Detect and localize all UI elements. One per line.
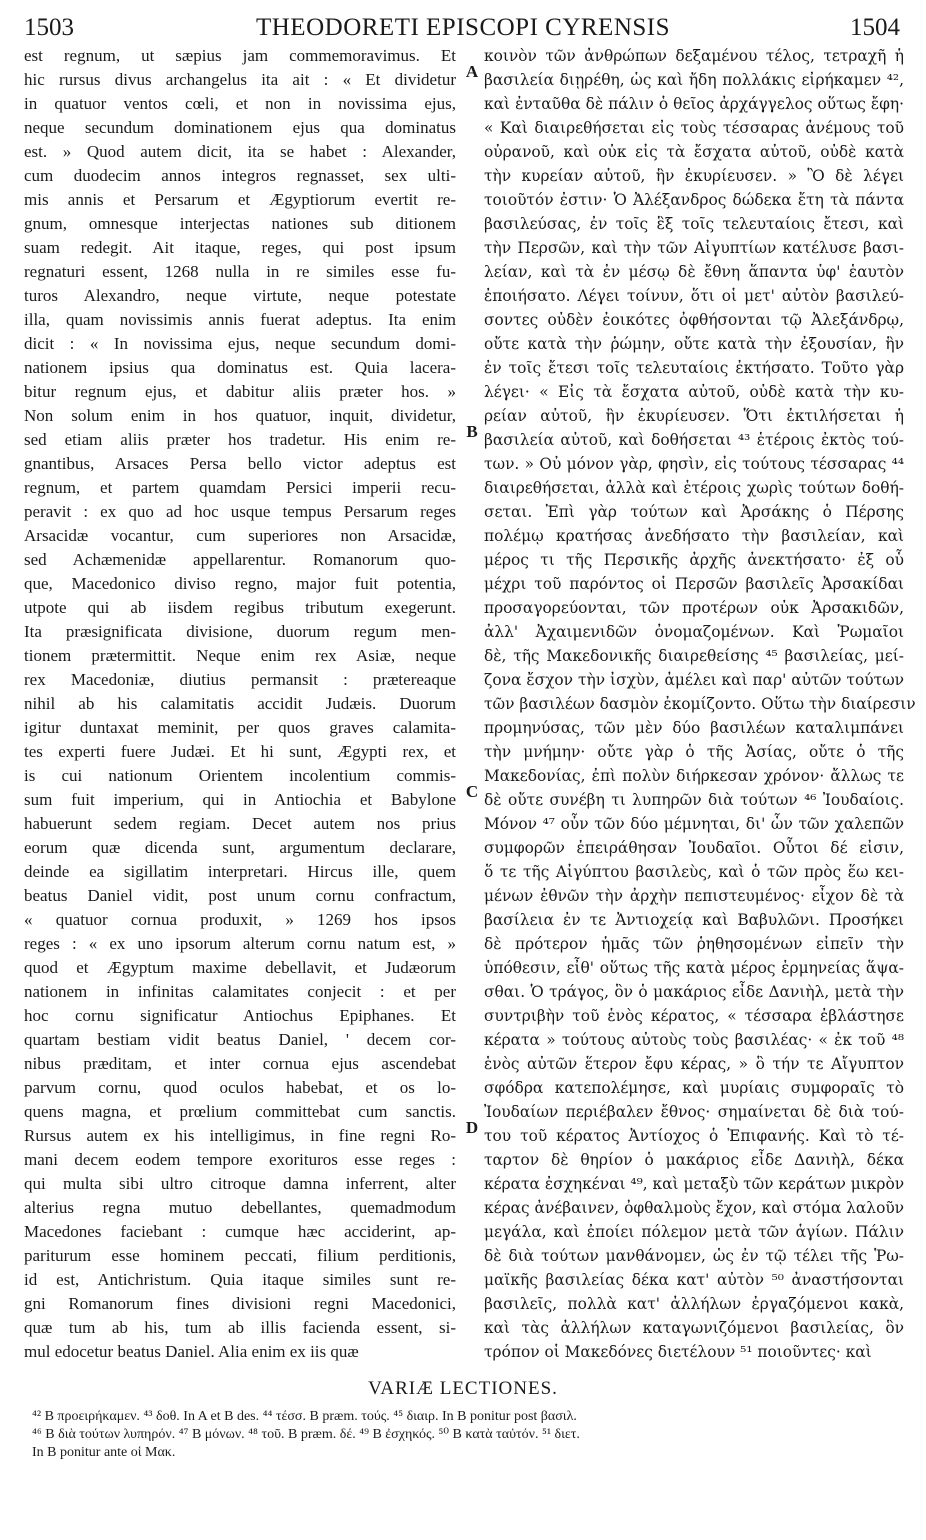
greek-text-line: κοινὸν τῶν ἀνθρώπων δεξαμένου τέλος, τετραχῆ ἡ — [484, 47, 904, 65]
latin-text-line: beatus Daniel vidit, post unum cornu confractum, — [24, 886, 456, 905]
latin-text-line: est. » Quod autem dicit, ita se habet : Alexander, — [24, 142, 456, 161]
latin-text-line: gnantibus, Arsaces Persa bello victor adeptus est — [24, 454, 456, 473]
greek-text-line: ταρτον δὲ θηρίον ὁ μακάριος εἶδε Δανιὴλ, δέκα — [484, 1151, 904, 1169]
latin-text-line: is cui nationum Orientem incolentium commis- — [24, 766, 456, 785]
latin-text-line: Non solum enim in hos quatuor, inquit, dividetur, — [24, 406, 456, 425]
latin-text-line: nationem in infinitas calamitates conjecit : et per — [24, 982, 456, 1001]
greek-text-line: δὲ πρότερον ἡμᾶς τῶν ῥηθησομένων εἰπεῖν τὴν — [484, 935, 904, 953]
latin-text-line: igitur duntaxat meminit, per quos graves calamita- — [24, 718, 456, 737]
latin-text-line: reges : « ex uno ipsorum alterum cornu natum est, » — [24, 934, 456, 953]
latin-text-line: qui multa sibi ultro citroque damna inferrent, alter — [24, 1174, 456, 1193]
latin-text-line: bitur regnum ejus, et dabitur aliis præter hos. » — [24, 382, 456, 401]
latin-text-line: gni Romanorum fines divisioni regni Macedonici, — [24, 1294, 456, 1313]
greek-text-line: Ἰουδαίων περιέβαλεν ἔθνος· σημαίνεται δὲ διὰ τού- — [484, 1103, 904, 1121]
greek-text-line: ἀλλ' Ἀχαιμενιδῶν ὀνομαζομένων. Καὶ Ῥωμαῖοι — [484, 623, 904, 641]
latin-text-line: rex Macedoniæ, diutius permansit : prætereaque — [24, 670, 456, 689]
latin-text-line: alterius regna mutuo debellantes, quemadmodum — [24, 1198, 456, 1217]
greek-text-line: ἐν τοῖς ἔτεσι τοῖς τελευταίοις ἐκτήσατο. Τοῦτο γὰρ — [484, 359, 904, 377]
greek-text-line: βασιλεία αὐτοῦ, καὶ δοθήσεται ⁴³ ἑτέροις ἐκτὸς τού- — [484, 431, 904, 449]
variae-line: ⁴² B προειρήκαμεν. ⁴³ δοθ. In A et B des. ⁴⁴ τέσσ. B præm. τούς. ⁴⁵ διαιρ. In B ponitur post βασιλ. — [32, 1409, 577, 1424]
variae-line: ⁴⁶ B διὰ τούτων λυπηρόν. ⁴⁷ B μόνων. ⁴⁸ τοῦ. B præm. δέ. ⁴⁹ B ἐσχηκός. ⁵⁰ B κατὰ ταὐτόν. ⁵¹ διετ. — [32, 1427, 580, 1442]
latin-text-line: quod et Ægyptum maxime debellavit, et Judæorum — [24, 958, 456, 977]
greek-text-line: σθαι. Ὁ τράγος, ὃν ὁ μακάριος εἶδε Δανιὴλ, μετὰ τὴν — [484, 983, 904, 1001]
latin-text-line: illa, quam novissimis annis fuerat adeptus. Ita enim — [24, 310, 456, 329]
greek-text-line: τὴν κυρείαν αὐτοῦ, ἣν ἐκυρίευσεν. » Ὃ δὲ λέγει — [484, 167, 904, 185]
latin-text-line: parvum cornu, quod oculos habebat, et os lo- — [24, 1078, 456, 1097]
greek-text-line: μαϊκῆς βασιλείας δέκα κατ' αὐτὸν ⁵⁰ ἀναστήσονται — [484, 1271, 904, 1289]
greek-text-line: προσαγορεύονται, τῶν προτέρων οὐκ Ἀρσακιδῶν, — [484, 599, 904, 617]
latin-text-line: peravit : ex quo ad hoc usque tempus Persarum reges — [24, 502, 456, 521]
margin-mark-a: A — [465, 62, 479, 81]
latin-text-line: turos Alexandro, neque virtute, neque potestate — [24, 286, 456, 305]
latin-text-line: mul edocetur beatus Daniel. Alia enim ex iis quæ — [24, 1342, 359, 1361]
latin-text-line: hic rursus divus archangelus ita ait : « Et dividetur — [24, 70, 456, 89]
greek-text-line: καὶ ἐνταῦθα δὲ πάλιν ὁ θεῖος ἀρχάγγελος οὕτως ἔφη· — [484, 95, 904, 113]
latin-text-line: nihil ab his calamitatis accidit Judæis. Duorum — [24, 694, 456, 713]
greek-text-line: οὔτε κατὰ τὴν ῥώμην, οὔτε κατὰ τὴν ἐξουσίαν, ἣν — [484, 335, 904, 353]
greek-text-line: Μακεδονίας, ἐπὶ πολὺν διήρκεσαν χρόνον· ἄλλως τε — [484, 767, 904, 785]
latin-text-line: eorum quæ dicenda sunt, argumentum declarare, — [24, 838, 456, 857]
greek-text-line: βασιλεύσας, ἐν τοῖς ἓξ τοῖς τελευταίοις ἔτεσι, καὶ — [484, 215, 904, 233]
greek-text-line: βασίλεια ἐν τε Ἀντιοχείᾳ καὶ Βαβυλῶνι. Προσήκει — [484, 911, 904, 929]
latin-text-line: regnaturi essent, 1268 nulla in re similes esse fu- — [24, 262, 456, 281]
latin-text-line: tionem prætermittit. Neque enim rex Asiæ, neque — [24, 646, 456, 665]
latin-text-line: tes experti fuere Judæi. Et hi sunt, Ægypti rex, et — [24, 742, 456, 761]
latin-text-line: est regnum, ut sæpius jam commemoravimus. Et — [24, 46, 456, 65]
greek-text-line: πολέμῳ κρατήσας ἀνεδήσατο τὴν βασιλείαν, καὶ — [484, 527, 904, 545]
greek-text-line: μένων ἐθνῶν τὴν ἀρχὴν πεπιστευμένος· εἶχον δὲ τὰ — [484, 887, 904, 905]
greek-text-line: οὐρανοῦ, καὶ οὐκ εἰς τὰ ἔσχατα αὐτοῦ, οὐδὲ κατὰ — [484, 143, 904, 161]
latin-text-line: gnum, omnesque interjectas nationes sub ditionem — [24, 214, 456, 233]
greek-text-line: κέρατα ἐσχηκέναι ⁴⁹, καὶ μεταξὺ τῶν κεράτων μικρὸν — [484, 1175, 905, 1193]
greek-text-line: ὅ τε τῆς Αἰγύπτου βασιλεὺς, καὶ ὁ τῶν πρὸς ἕω κει- — [484, 863, 904, 881]
latin-text-line: Rursus autem ex his intelligimus, in fine regni Ro- — [24, 1126, 456, 1145]
greek-text-line: βασιλεία διῃρέθη, ὡς καὶ ἤδη πολλάκις εἰρήκαμεν ⁴², — [484, 71, 904, 89]
greek-text-line: κέρας ἀνέβαινεν, ὀφθαλμοὺς ἔχον, καὶ στόμα λαλοῦν — [484, 1199, 905, 1217]
greek-text-line: « Καὶ διαιρεθήσεται εἰς τοὺς τέσσαρας ἀνέμους τοῦ — [484, 119, 904, 137]
latin-text-line: pariturum esse hominem peccati, filium perditionis, — [24, 1246, 456, 1265]
variae-line: In B ponitur ante οἱ Μακ. — [32, 1445, 176, 1460]
right-page-number: 1504 — [850, 14, 900, 41]
greek-text-line: Μόνον ⁴⁷ οὖν τῶν δύο μέμνηται, δι' ὧν τῶν χαλεπῶν — [484, 815, 904, 833]
latin-text-line: regnum, et partem quamdam Persici imperii recu- — [24, 478, 456, 497]
latin-text-line: neque secundum dominationem ejus qua dominatus — [24, 118, 456, 137]
greek-text-line: μέρος τι τῆς Περσικῆς ἀρχῆς ἀνεκτήσατο· ἐξ οὗ — [484, 551, 904, 569]
latin-text-line: utpote qui ab iisdem regibus tributum exegerunt. — [24, 598, 456, 617]
greek-text-line: ἑνὸς αὐτῶν ἕτερον ἔφυ κέρας, » ὃ τήν τε Αἴγυπτον — [484, 1055, 904, 1073]
latin-column — [24, 44, 456, 1364]
greek-text-line: καὶ τὰς ἀλλήλων καταγωνιζόμενοι βασιλείας, ὃν — [484, 1319, 904, 1337]
greek-text-line: ἐποιήσατο. Λέγει τοίνυν, ὅτι οἱ μετ' αὐτὸν βασιλεύ- — [484, 287, 904, 305]
latin-text-line: habuerunt sedem regiam. Decet autem nos prius — [24, 814, 456, 833]
greek-text-line: τρόπον οἱ Μακεδόνες διετέλουν ⁵¹ ποιοῦντες· καὶ — [484, 1343, 872, 1361]
greek-text-line: λείαν, καὶ τὰ ἐν μέσῳ δὲ ἔθνη ἅπαντα ὑφ' ἑαυτὸν — [484, 263, 904, 281]
variae-lectiones-title: VARIÆ LECTIONES. — [368, 1378, 558, 1399]
greek-text-line: των. » Οὐ μόνον γὰρ, φησὶν, εἰς τούτους τέσσαρας ⁴⁴ — [484, 455, 904, 473]
latin-text-line: cum duodecim annos integros regnasset, sex ulti- — [24, 166, 456, 185]
greek-text-line: δὲ οὔτε συνέβη τι λυπηρῶν διὰ τούτων ⁴⁶ Ἰουδαίοις. — [484, 791, 904, 809]
greek-text-line: τῶν βασιλέων δασμὸν ἐκομίζοντο. Οὕτω τὴν διαίρεσιν — [484, 695, 916, 713]
latin-text-line: deinde ea sigillatim interpretari. Hircus ille, quem — [24, 862, 456, 881]
greek-text-line: του τοῦ κέρατος Ἀντίοχος ὁ Ἐπιφανής. Καὶ τὸ τέ- — [484, 1127, 904, 1145]
latin-text-line: mani decem eodem tempore exorituros esse reges : — [24, 1150, 456, 1169]
margin-mark-d: D — [465, 1118, 479, 1137]
greek-column — [484, 44, 916, 1364]
greek-text-line: σφόδρα κατεπολέμησε, καὶ μυρίαις συμφοραῖς τὸ — [484, 1079, 904, 1097]
greek-text-line: σεται. Ἐπὶ γὰρ τούτων καὶ Ἀρσάκης ὁ Πέρσης — [484, 503, 904, 521]
greek-text-line: τὴν μνήμην· οὔτε γὰρ ὁ τῆς Ἀσίας, οὔτε ὁ τῆς — [484, 743, 904, 761]
latin-text-line: quens magna, et prœlium committebat cum sanctis. — [24, 1102, 456, 1121]
latin-text-line: Arsacidæ vocantur, cum superiores non Arsacidæ, — [24, 526, 456, 545]
latin-text-line: nationem ipsius qua dominatus est. Quia lacera- — [24, 358, 456, 377]
greek-text-line: δὲ, τῆς Μακεδονικῆς διαιρεθείσης ⁴⁵ βασιλείας, μεί- — [484, 647, 904, 665]
latin-text-line: sed Achæmenidæ appellarentur. Romanorum quo- — [24, 550, 456, 569]
greek-text-line: συντριβὴν τοῦ ἑνὸς κέρατος, « τέσσαρα ἐβλάστησε — [484, 1007, 904, 1025]
latin-text-line: id est, Antichristum. Quia itaque similes sunt re- — [24, 1270, 456, 1289]
latin-text-line: hoc cornu significatur Antiochus Epiphanes. Et — [24, 1006, 456, 1025]
greek-text-line: δὲ διὰ τούτων μανθάνομεν, ὡς ἐν τῷ τέλει τῆς Ῥω- — [484, 1247, 904, 1265]
margin-mark-c: C — [465, 782, 479, 801]
latin-text-line: in quatuor ventos cœli, et non in novissima ejus, — [24, 94, 456, 113]
latin-text-line: Ita præsignificata divisione, duorum regum men- — [24, 622, 456, 641]
latin-text-line: quæ tum ab his, tum ab illis facienda essent, si- — [24, 1318, 456, 1337]
margin-mark-b: B — [466, 422, 478, 441]
greek-text-line: ὑπόθεσιν, εἶθ' οὕτως τῆς κατὰ μέρος ἑρμηνείας ἅψα- — [484, 959, 904, 977]
greek-text-line: ρείαν αὐτοῦ, ἣν ἐκυρίευσεν. Ὅτι ἐκτιλήσεται ἡ — [484, 407, 904, 425]
latin-text-line: nibus præditam, et inter cornua ejus ascendebat — [24, 1054, 456, 1073]
latin-text-line: suam redegit. Ait itaque, reges, qui post ipsum — [24, 238, 456, 257]
latin-text-line: Macedones faciebant : cumque hæc acciderint, ap- — [24, 1222, 456, 1241]
latin-text-line: que, Macedonico diviso regno, major fuit potentia, — [24, 574, 456, 593]
latin-text-line: dicit : « In novissima ejus, neque secundum domi- — [24, 334, 456, 353]
left-page-number: 1503 — [24, 14, 74, 41]
greek-text-line: συμφορῶν ἐπειράθησαν Ἰουδαῖοι. Οὗτοι δέ εἰσιν, — [484, 839, 904, 857]
greek-text-line: τὴν Περσῶν, καὶ τὴν τῶν Αἰγυπτίων κατέλυσε βασι- — [484, 239, 904, 257]
latin-text-line: sum fuit imperium, qui in Antiochia et Babylone — [24, 790, 456, 809]
greek-text-line: ζονα ἔσχον τὴν ἰσχὺν, ἀμέλει καὶ παρ' αὐτῶν τούτων — [484, 671, 904, 689]
latin-text-line: quartam bestiam vidit beatus Daniel, ' decem cor- — [24, 1030, 456, 1049]
latin-text-line: sed etiam aliis præter hos tradetur. His enim re- — [24, 430, 456, 449]
greek-text-line: μέχρι τοῦ παρόντος οἱ Περσῶν βασιλεῖς Ἀρσακίδαι — [484, 575, 904, 593]
greek-text-line: λέγει· « Εἰς τὰ ἔσχατα αὐτοῦ, οὐδὲ κατὰ τὴν κυ- — [484, 383, 904, 401]
greek-text-line: προμηνύσας, τῶν μὲν δύο βασιλέων καταλιμπάνει — [484, 719, 904, 737]
running-title: THEODORETI EPISCOPI CYRENSIS — [255, 14, 671, 41]
greek-text-line: κέρατα » τούτους αὐτοὺς τοὺς βασιλέας· « ἐκ τοῦ ⁴⁸ — [484, 1031, 904, 1049]
greek-text-line: τοιοῦτόν ἐστιν· Ὁ Ἀλέξανδρος δώδεκα ἔτη τὰ πάντα — [484, 191, 904, 209]
greek-text-line: διαιρεθήσεται, ἀλλὰ καὶ ἑτέροις χωρὶς τούτων δοθή- — [484, 479, 904, 497]
greek-text-line: βασιλεῖς, πολλὰ κατ' ἀλλήλων ἐργαζόμενοι κακὰ, — [484, 1295, 904, 1313]
greek-text-line: σοντες οὐδὲν ἐοικότες ὀφθήσονται τῷ Ἀλεξάνδρῳ, — [484, 311, 904, 329]
greek-text-line: μεγάλα, καὶ ἐποίει πόλεμον μετὰ τῶν ἁγίων. Πάλιν — [484, 1223, 904, 1241]
latin-text-line: mis annis et Persarum et Ægyptiorum evertit re- — [24, 190, 456, 209]
latin-text-line: « quatuor cornua produxit, » 1269 hos ipsos — [24, 910, 456, 929]
